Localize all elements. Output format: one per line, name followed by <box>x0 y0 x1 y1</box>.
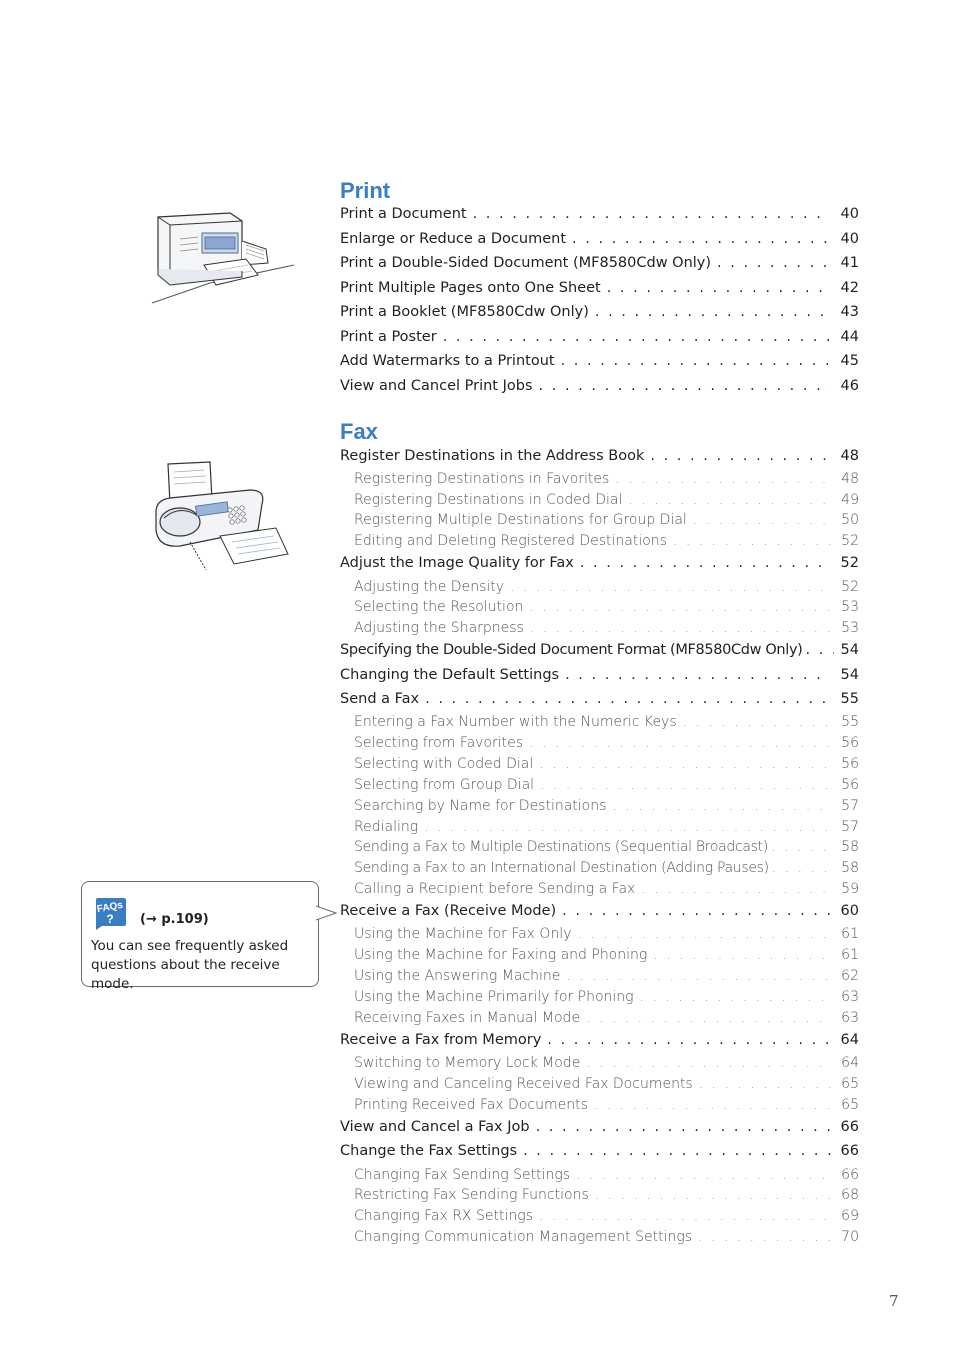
toc-entry-page: 68 <box>841 1187 859 1203</box>
toc-entry-label: Print a Double-Sided Document (MF8580Cdw Only) <box>340 255 712 271</box>
print-section-title: Print <box>340 178 391 203</box>
toc-entry-label: Enlarge or Reduce a Document <box>340 231 567 247</box>
toc-entry-label: Receive a Fax (Receive Mode) <box>340 903 557 919</box>
toc-entry-page: 62 <box>841 968 859 984</box>
dot-leader <box>612 798 831 814</box>
toc-entry-label: Changing Communication Management Settings <box>354 1229 693 1245</box>
toc-subentry[interactable] <box>354 1167 859 1183</box>
toc-entry-label: View and Cancel a Fax Job <box>340 1119 530 1135</box>
toc-subentry[interactable] <box>354 1055 859 1071</box>
toc-entry-page: 48 <box>840 448 859 464</box>
toc-entry-double-sided[interactable] <box>340 255 859 271</box>
toc-entry[interactable] <box>340 903 859 919</box>
toc-entry-page: 63 <box>841 989 859 1005</box>
toc-entry-page: 70 <box>841 1229 859 1245</box>
dot-leader <box>683 714 831 730</box>
toc-entry[interactable] <box>340 667 859 683</box>
toc-entry-label: Using the Answering Machine <box>354 968 561 984</box>
toc-entry[interactable] <box>340 555 859 571</box>
dot-leader <box>698 1229 831 1245</box>
toc-entry[interactable] <box>340 448 859 464</box>
toc-subentry[interactable] <box>354 989 859 1005</box>
toc-subentry[interactable] <box>354 714 859 730</box>
toc-entry-page: 50 <box>841 512 859 528</box>
toc-entry-page: 64 <box>840 1032 859 1048</box>
toc-entry-label: Selecting from Favorites <box>354 735 524 751</box>
callout-pointer-icon <box>316 905 338 921</box>
faq-badge-mark: ? <box>106 912 114 926</box>
toc-entry-page: 48 <box>841 471 859 487</box>
toc-subentry[interactable] <box>354 599 859 615</box>
toc-entry-page: 52 <box>841 579 859 595</box>
toc-entry-page: 56 <box>841 735 859 751</box>
toc-subentry[interactable] <box>354 947 859 963</box>
toc-entry-label: Adjusting the Sharpness <box>354 620 524 636</box>
toc-entry-label: Selecting with Coded Dial <box>354 756 534 772</box>
toc-entry-label: Adjusting the Density <box>354 579 505 595</box>
toc-entry-page: 60 <box>840 903 859 919</box>
toc-entry-page: 52 <box>841 533 859 549</box>
toc-entry-multiple-pages[interactable] <box>340 280 859 296</box>
toc-entry-label: Registering Destinations in Favorites <box>354 471 610 487</box>
toc-entry-label: Print a Booklet (MF8580Cdw Only) <box>340 304 589 320</box>
dot-leader <box>628 492 831 508</box>
dot-leader <box>806 642 835 658</box>
toc-subentry[interactable] <box>354 926 859 942</box>
dot-leader <box>650 448 831 464</box>
toc-entry-label: Changing the Default Settings <box>340 667 560 683</box>
toc-entry-label: Editing and Deleting Registered Destinations <box>354 533 667 549</box>
toc-entry-label: View and Cancel Print Jobs <box>340 378 533 394</box>
toc-entry-label: Receive a Fax from Memory <box>340 1032 542 1048</box>
toc-entry-page: 55 <box>840 691 859 707</box>
toc-entry-page: 41 <box>840 255 859 271</box>
dot-leader <box>640 989 831 1005</box>
toc-entry-page: 65 <box>841 1097 859 1113</box>
dot-leader <box>699 1076 831 1092</box>
toc-entry-page: 49 <box>841 492 859 508</box>
toc-entry-page: 58 <box>841 860 859 876</box>
printer-illustration <box>150 205 296 305</box>
dot-leader <box>673 533 831 549</box>
dot-leader <box>473 206 831 222</box>
toc-entry-page: 66 <box>840 1119 859 1135</box>
dot-leader <box>529 735 831 751</box>
toc-entry-page: 69 <box>841 1208 859 1224</box>
toc-subentry[interactable] <box>354 492 859 508</box>
dot-leader <box>443 329 831 345</box>
dot-leader <box>539 756 831 772</box>
toc-entry-page: 57 <box>841 819 859 835</box>
fax-machine-illustration <box>150 460 292 578</box>
toc-entry-label: Sending a Fax to Multiple Destinations (Sequential Broadcast) <box>354 839 769 855</box>
toc-entry-label: Changing Fax RX Settings <box>354 1208 533 1224</box>
dot-leader <box>566 968 831 984</box>
toc-subentry[interactable] <box>354 798 859 814</box>
dot-leader <box>578 926 832 942</box>
toc-entry-label: Using the Machine for Faxing and Phoning <box>354 947 648 963</box>
toc-subentry[interactable] <box>354 860 859 876</box>
toc-subentry[interactable] <box>354 1208 859 1224</box>
toc-entry-label: Using the Machine Primarily for Phoning <box>354 989 634 1005</box>
dot-leader <box>565 667 831 683</box>
faq-callout <box>81 881 319 992</box>
toc-entry-label: Printing Received Fax Documents <box>354 1097 588 1113</box>
toc-entry-label: Send a Fax <box>340 691 420 707</box>
toc-entry-label: Specifying the Double-Sided Document Format (MF8580Cdw Only) <box>340 642 803 658</box>
toc-entry-page: 45 <box>840 353 859 369</box>
toc-entry-label: Registering Multiple Destinations for Group Dial <box>354 512 687 528</box>
toc-entry-page: 54 <box>840 667 859 683</box>
toc-entry-page: 40 <box>840 231 859 247</box>
dot-leader <box>540 777 831 793</box>
toc-entry-label: Receiving Faxes in Manual Mode <box>354 1010 581 1026</box>
faq-page-reference[interactable]: (→ p.109) <box>140 912 209 927</box>
dot-leader <box>539 378 831 394</box>
toc-entry-page: 64 <box>841 1055 859 1071</box>
toc-entry-page: 61 <box>841 926 859 942</box>
toc-subentry[interactable] <box>354 579 859 595</box>
toc-entry-label: Viewing and Canceling Received Fax Documents <box>354 1076 693 1092</box>
toc-entry-watermarks[interactable] <box>340 353 859 369</box>
toc-entry[interactable] <box>340 1143 859 1159</box>
dot-leader <box>641 881 831 897</box>
dot-leader <box>529 599 831 615</box>
toc-subentry[interactable] <box>354 1076 859 1092</box>
faq-icon <box>92 894 128 930</box>
dot-leader <box>530 620 831 636</box>
toc-subentry[interactable] <box>354 1229 859 1245</box>
toc-entry-label: Entering a Fax Number with the Numeric Keys <box>354 714 677 730</box>
toc-entry-label: Print Multiple Pages onto One Sheet <box>340 280 601 296</box>
toc-subentry[interactable] <box>354 777 859 793</box>
toc-subentry[interactable] <box>354 471 859 487</box>
toc-entry[interactable] <box>340 691 859 707</box>
dot-leader <box>425 691 831 707</box>
toc-entry-page: 59 <box>841 881 859 897</box>
toc-entry-page: 63 <box>841 1010 859 1026</box>
toc-subentry[interactable] <box>354 735 859 751</box>
toc-subentry[interactable] <box>354 1187 859 1203</box>
dot-leader <box>771 839 834 855</box>
toc-entry-page: 44 <box>840 329 859 345</box>
dot-leader <box>562 903 831 919</box>
toc-entry-page: 56 <box>841 756 859 772</box>
page-number: 7 <box>889 1292 899 1310</box>
toc-entry-label: Sending a Fax to an International Destination (Adding Pauses) <box>354 860 769 876</box>
faq-badge-label: FAQs <box>96 899 124 916</box>
toc-entry-page: 66 <box>841 1167 859 1183</box>
fax-section-title: Fax <box>340 419 378 444</box>
toc-entry-label: Change the Fax Settings <box>340 1143 518 1159</box>
dot-leader <box>595 304 831 320</box>
toc-subentry[interactable] <box>354 881 859 897</box>
toc-subentry[interactable] <box>354 819 859 835</box>
toc-entry[interactable] <box>340 1119 859 1135</box>
dot-leader <box>615 471 831 487</box>
toc-entry-label: Adjust the Image Quality for Fax <box>340 555 574 571</box>
dot-leader <box>424 819 831 835</box>
faq-description: You can see frequently asked questions about the receive mode. <box>91 938 289 992</box>
dot-leader <box>539 1208 831 1224</box>
dot-leader <box>607 280 831 296</box>
dot-leader <box>594 1097 831 1113</box>
dot-leader <box>510 579 831 595</box>
toc-subentry[interactable] <box>354 968 859 984</box>
toc-entry-label: Using the Machine for Fax Only <box>354 926 572 942</box>
toc-entry-label: Restricting Fax Sending Functions <box>354 1187 589 1203</box>
dot-leader <box>547 1032 831 1048</box>
toc-entry-label: Selecting the Resolution <box>354 599 524 615</box>
toc-entry-label: Print a Document <box>340 206 467 222</box>
toc-entry-print-jobs[interactable] <box>340 378 859 394</box>
toc-entry-label: Print a Poster <box>340 329 437 345</box>
toc-entry-label: Redialing <box>354 819 419 835</box>
toc-entry[interactable] <box>340 642 859 658</box>
dot-leader <box>693 512 831 528</box>
toc-entry-page: 46 <box>840 378 859 394</box>
toc-entry-label: Registering Destinations in Coded Dial <box>354 492 623 508</box>
toc-entry-page: 58 <box>841 839 859 855</box>
dot-leader <box>586 1055 831 1071</box>
toc-entry-page: 54 <box>840 642 859 658</box>
toc-subentry[interactable] <box>354 1097 859 1113</box>
dot-leader <box>523 1143 831 1159</box>
toc-subentry[interactable] <box>354 1010 859 1026</box>
toc-subentry[interactable] <box>354 756 859 772</box>
toc-entry-page: 53 <box>841 599 859 615</box>
toc-subentry[interactable] <box>354 533 859 549</box>
dot-leader <box>561 353 831 369</box>
toc-entry-page: 53 <box>841 620 859 636</box>
toc-subentry[interactable] <box>354 512 859 528</box>
toc-entry-booklet[interactable] <box>340 304 859 320</box>
toc-entry-page: 65 <box>841 1076 859 1092</box>
toc-entry-label: Add Watermarks to a Printout <box>340 353 555 369</box>
toc-entry-page: 40 <box>840 206 859 222</box>
toc-entry-label: Calling a Recipient before Sending a Fax <box>354 881 636 897</box>
toc-entry-page: 61 <box>841 947 859 963</box>
toc-entry-label: Register Destinations in the Address Book <box>340 448 645 464</box>
toc-entry-enlarge-reduce[interactable] <box>340 231 859 247</box>
toc-entry-page: 43 <box>840 304 859 320</box>
toc-entry-label: Switching to Memory Lock Mode <box>354 1055 581 1071</box>
toc-entry[interactable] <box>340 1032 859 1048</box>
toc-subentry[interactable] <box>354 620 859 636</box>
toc-entry-page: 55 <box>841 714 859 730</box>
toc-subentry[interactable] <box>354 839 859 855</box>
dot-leader <box>772 860 834 876</box>
toc-entry-page: 52 <box>840 555 859 571</box>
dot-leader <box>572 231 831 247</box>
toc-entry-label: Selecting from Group Dial <box>354 777 535 793</box>
toc-entry-label: Changing Fax Sending Settings <box>354 1167 571 1183</box>
dot-leader <box>536 1119 831 1135</box>
dot-leader <box>653 947 831 963</box>
toc-entry-page: 42 <box>840 280 859 296</box>
dot-leader <box>717 255 831 271</box>
dot-leader <box>586 1010 831 1026</box>
toc-entry-label: Searching by Name for Destinations <box>354 798 607 814</box>
toc-entry-page: 57 <box>841 798 859 814</box>
dot-leader <box>595 1187 831 1203</box>
toc-entry-poster[interactable] <box>340 329 859 345</box>
toc-entry-page: 56 <box>841 777 859 793</box>
toc-entry-print-document[interactable] <box>340 206 859 222</box>
dot-leader <box>576 1167 831 1183</box>
toc-entry-page: 66 <box>840 1143 859 1159</box>
dot-leader <box>580 555 831 571</box>
